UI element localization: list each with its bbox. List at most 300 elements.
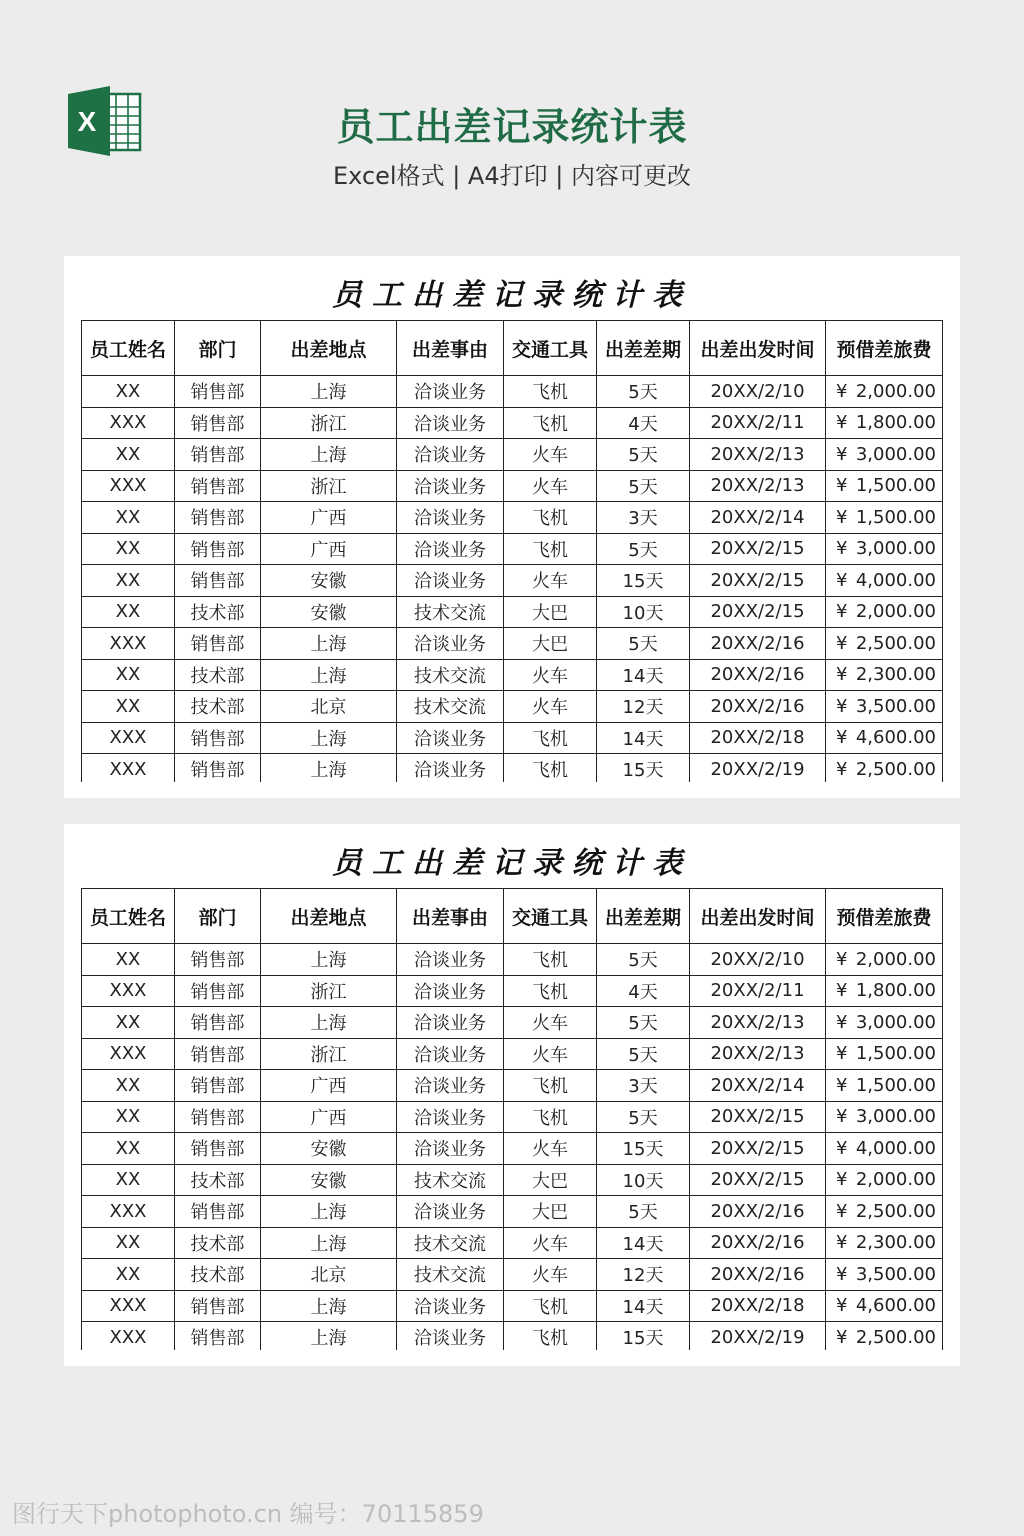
- table-cell: XX: [82, 596, 175, 628]
- table-cell: XX: [82, 1101, 175, 1133]
- table-cell: 洽谈业务: [397, 1007, 504, 1039]
- fee-cell: [826, 628, 943, 660]
- page-subtitle: Excel格式 | A4打印 | 内容可更改: [333, 162, 691, 190]
- table-cell: 北京: [261, 691, 397, 723]
- table-cell: 10天: [597, 1164, 690, 1196]
- fee-amount: 4,600.00: [855, 727, 936, 749]
- table-cell: 大巴: [504, 596, 597, 628]
- table-cell: 20XX/2/19: [690, 1322, 826, 1351]
- table-row: [82, 1070, 943, 1102]
- fee-amount: 3,000.00: [855, 1011, 936, 1033]
- column-header: 出差差期: [597, 889, 690, 944]
- column-header: 出差出发时间: [690, 321, 826, 376]
- fee-amount: 1,500.00: [855, 506, 936, 528]
- fee-amount: 1,800.00: [855, 412, 936, 434]
- sheet-preview-2: [64, 824, 960, 1366]
- table-cell: 20XX/2/13: [690, 439, 826, 471]
- fee-amount: 1,500.00: [855, 1043, 936, 1065]
- sheet-title: 员工出差记录统计表: [332, 278, 692, 313]
- fee-cell: [826, 1290, 943, 1322]
- fee-cell: [826, 565, 943, 597]
- column-header: 部门: [175, 321, 261, 376]
- currency-symbol: ¥: [836, 475, 848, 497]
- table-cell: 20XX/2/15: [690, 565, 826, 597]
- table-cell: 火车: [504, 691, 597, 723]
- currency-symbol: ¥: [836, 412, 848, 434]
- table-cell: 销售部: [175, 502, 261, 534]
- fee-cell: [826, 1007, 943, 1039]
- table-cell: 洽谈业务: [397, 565, 504, 597]
- table-cell: XXX: [82, 1196, 175, 1228]
- page-title: 员工出差记录统计表: [336, 105, 688, 149]
- table-cell: 浙江: [261, 975, 397, 1007]
- table-cell: 5天: [597, 533, 690, 565]
- currency-symbol: ¥: [836, 948, 848, 970]
- table-cell: 20XX/2/15: [690, 1101, 826, 1133]
- table-cell: XXX: [82, 1290, 175, 1322]
- table-cell: 20XX/2/19: [690, 754, 826, 783]
- table-cell: 12天: [597, 1259, 690, 1291]
- table-cell: 销售部: [175, 1070, 261, 1102]
- table-cell: 5天: [597, 470, 690, 502]
- table-cell: XXX: [82, 754, 175, 783]
- table-cell: 5天: [597, 944, 690, 976]
- column-header: 交通工具: [504, 889, 597, 944]
- table-cell: 技术部: [175, 1164, 261, 1196]
- table-cell: 5天: [597, 376, 690, 408]
- table-cell: 20XX/2/18: [690, 722, 826, 754]
- table-cell: 技术部: [175, 691, 261, 723]
- table-row: [82, 975, 943, 1007]
- column-header: 员工姓名: [82, 889, 175, 944]
- table-row: [82, 439, 943, 471]
- table-cell: 5天: [597, 439, 690, 471]
- column-header: 出差差期: [597, 321, 690, 376]
- table-cell: 14天: [597, 722, 690, 754]
- fee-amount: 3,000.00: [855, 538, 936, 560]
- table-cell: 安徽: [261, 596, 397, 628]
- fee-amount: 2,000.00: [855, 601, 936, 623]
- table-cell: 上海: [261, 439, 397, 471]
- table-cell: 飞机: [504, 1290, 597, 1322]
- table-cell: 洽谈业务: [397, 1133, 504, 1165]
- fee-cell: [826, 470, 943, 502]
- fee-cell: [826, 439, 943, 471]
- currency-symbol: ¥: [836, 695, 848, 717]
- table-cell: 3天: [597, 502, 690, 534]
- table-cell: 火车: [504, 1038, 597, 1070]
- currency-symbol: ¥: [836, 1074, 848, 1096]
- table-cell: 20XX/2/14: [690, 502, 826, 534]
- table-cell: XX: [82, 1007, 175, 1039]
- fee-cell: [826, 722, 943, 754]
- table-cell: 洽谈业务: [397, 944, 504, 976]
- column-header: 出差出发时间: [690, 889, 826, 944]
- currency-symbol: ¥: [836, 443, 848, 465]
- table-row: [82, 659, 943, 691]
- table-cell: 14天: [597, 659, 690, 691]
- table-cell: 10天: [597, 596, 690, 628]
- table-cell: 上海: [261, 1196, 397, 1228]
- table-cell: 安徽: [261, 1164, 397, 1196]
- table-cell: 上海: [261, 659, 397, 691]
- table-cell: 20XX/2/16: [690, 659, 826, 691]
- table-cell: 销售部: [175, 1133, 261, 1165]
- currency-symbol: ¥: [836, 1043, 848, 1065]
- table-row: [82, 1196, 943, 1228]
- table-cell: 20XX/2/10: [690, 944, 826, 976]
- sheet-title: 员工出差记录统计表: [332, 846, 692, 881]
- fee-amount: 1,800.00: [855, 980, 936, 1002]
- table-cell: 上海: [261, 376, 397, 408]
- table-cell: 广西: [261, 1101, 397, 1133]
- table-row: [82, 1164, 943, 1196]
- table-cell: 5天: [597, 1196, 690, 1228]
- table-cell: 大巴: [504, 628, 597, 660]
- travel-record-table: [81, 888, 943, 1350]
- currency-symbol: ¥: [836, 1295, 848, 1317]
- table-cell: 洽谈业务: [397, 376, 504, 408]
- table-cell: 销售部: [175, 1322, 261, 1351]
- table-cell: 20XX/2/15: [690, 596, 826, 628]
- fee-cell: [826, 1101, 943, 1133]
- table-cell: 销售部: [175, 470, 261, 502]
- excel-logo-letter: X: [77, 106, 97, 137]
- table-cell: XX: [82, 376, 175, 408]
- table-cell: 浙江: [261, 470, 397, 502]
- fee-amount: 2,000.00: [855, 948, 936, 970]
- table-row: [82, 1133, 943, 1165]
- table-cell: 大巴: [504, 1164, 597, 1196]
- fee-amount: 1,500.00: [855, 1074, 936, 1096]
- table-cell: 20XX/2/15: [690, 533, 826, 565]
- table-cell: 洽谈业务: [397, 1070, 504, 1102]
- fee-amount: 3,000.00: [855, 443, 936, 465]
- fee-amount: 1,500.00: [855, 475, 936, 497]
- currency-symbol: ¥: [836, 601, 848, 623]
- fee-amount: 2,500.00: [855, 758, 936, 780]
- table-cell: 火车: [504, 1227, 597, 1259]
- table-cell: 销售部: [175, 975, 261, 1007]
- table-cell: 飞机: [504, 376, 597, 408]
- currency-symbol: ¥: [836, 980, 848, 1002]
- table-cell: XX: [82, 533, 175, 565]
- table-cell: 洽谈业务: [397, 407, 504, 439]
- table-cell: 15天: [597, 754, 690, 783]
- fee-cell: [826, 659, 943, 691]
- table-cell: 销售部: [175, 533, 261, 565]
- table-cell: 20XX/2/13: [690, 470, 826, 502]
- fee-cell: [826, 1227, 943, 1259]
- fee-cell: [826, 1322, 943, 1351]
- table-cell: 浙江: [261, 1038, 397, 1070]
- table-row: [82, 1259, 943, 1291]
- table-cell: 洽谈业务: [397, 722, 504, 754]
- table-cell: 20XX/2/10: [690, 376, 826, 408]
- fee-amount: 3,000.00: [855, 1106, 936, 1128]
- table-cell: 飞机: [504, 407, 597, 439]
- table-cell: 飞机: [504, 754, 597, 783]
- table-row: [82, 565, 943, 597]
- table-cell: 火车: [504, 439, 597, 471]
- table-cell: 销售部: [175, 1290, 261, 1322]
- table-cell: 20XX/2/14: [690, 1070, 826, 1102]
- column-header: 预借差旅费: [826, 321, 943, 376]
- table-cell: 20XX/2/15: [690, 1133, 826, 1165]
- currency-symbol: ¥: [836, 1263, 848, 1285]
- fee-amount: 2,500.00: [855, 1200, 936, 1222]
- table-cell: 技术部: [175, 596, 261, 628]
- column-header: 员工姓名: [82, 321, 175, 376]
- currency-symbol: ¥: [836, 1169, 848, 1191]
- fee-cell: [826, 754, 943, 783]
- table-cell: 20XX/2/16: [690, 628, 826, 660]
- fee-amount: 2,500.00: [855, 1326, 936, 1348]
- fee-amount: 4,000.00: [855, 1137, 936, 1159]
- table-row: [82, 1227, 943, 1259]
- table-cell: 销售部: [175, 1007, 261, 1039]
- table-cell: 技术部: [175, 659, 261, 691]
- table-cell: 15天: [597, 565, 690, 597]
- fee-amount: 2,000.00: [855, 380, 936, 402]
- table-cell: 广西: [261, 502, 397, 534]
- table-row: [82, 1007, 943, 1039]
- table-cell: 洽谈业务: [397, 1196, 504, 1228]
- fee-cell: [826, 1038, 943, 1070]
- fee-cell: [826, 1164, 943, 1196]
- table-cell: 技术交流: [397, 659, 504, 691]
- fee-amount: 2,500.00: [855, 632, 936, 654]
- table-cell: 火车: [504, 1133, 597, 1165]
- table-row: [82, 470, 943, 502]
- table-row: [82, 533, 943, 565]
- table-cell: 5天: [597, 1007, 690, 1039]
- table-cell: XXX: [82, 470, 175, 502]
- table-cell: XXX: [82, 407, 175, 439]
- table-cell: 洽谈业务: [397, 533, 504, 565]
- table-row: [82, 944, 943, 976]
- column-header: 预借差旅费: [826, 889, 943, 944]
- table-cell: 飞机: [504, 502, 597, 534]
- table-cell: 20XX/2/16: [690, 1259, 826, 1291]
- table-cell: XX: [82, 1070, 175, 1102]
- table-cell: 销售部: [175, 1038, 261, 1070]
- currency-symbol: ¥: [836, 1137, 848, 1159]
- table-cell: XX: [82, 1164, 175, 1196]
- table-cell: 5天: [597, 1101, 690, 1133]
- table-cell: 技术交流: [397, 596, 504, 628]
- table-cell: 20XX/2/15: [690, 1164, 826, 1196]
- table-row: [82, 628, 943, 660]
- table-cell: 4天: [597, 975, 690, 1007]
- table-cell: 上海: [261, 1290, 397, 1322]
- table-cell: XX: [82, 1133, 175, 1165]
- table-cell: 洽谈业务: [397, 470, 504, 502]
- fee-amount: 3,500.00: [855, 695, 936, 717]
- table-header-row: [82, 321, 943, 376]
- table-row: [82, 502, 943, 534]
- table-cell: 销售部: [175, 439, 261, 471]
- currency-symbol: ¥: [836, 1200, 848, 1222]
- table-cell: 技术交流: [397, 691, 504, 723]
- column-header: 出差地点: [261, 889, 397, 944]
- table-cell: XXX: [82, 628, 175, 660]
- table-cell: 飞机: [504, 944, 597, 976]
- table-cell: 4天: [597, 407, 690, 439]
- table-cell: XX: [82, 565, 175, 597]
- table-cell: 洽谈业务: [397, 1290, 504, 1322]
- fee-cell: [826, 502, 943, 534]
- fee-amount: 3,500.00: [855, 1263, 936, 1285]
- table-cell: 技术部: [175, 1227, 261, 1259]
- table-cell: 上海: [261, 1007, 397, 1039]
- table-cell: XX: [82, 944, 175, 976]
- sheet-preview-1: [64, 256, 960, 798]
- table-cell: 洽谈业务: [397, 628, 504, 660]
- table-row: [82, 1101, 943, 1133]
- currency-symbol: ¥: [836, 1011, 848, 1033]
- column-header: 出差地点: [261, 321, 397, 376]
- fee-amount: 2,300.00: [855, 664, 936, 686]
- table-cell: XX: [82, 1227, 175, 1259]
- fee-cell: [826, 691, 943, 723]
- table-cell: 飞机: [504, 1070, 597, 1102]
- table-cell: 北京: [261, 1259, 397, 1291]
- table-cell: 洽谈业务: [397, 975, 504, 1007]
- fee-cell: [826, 975, 943, 1007]
- table-cell: 5天: [597, 628, 690, 660]
- table-row: [82, 407, 943, 439]
- table-cell: 上海: [261, 628, 397, 660]
- table-cell: 销售部: [175, 628, 261, 660]
- currency-symbol: ¥: [836, 1326, 848, 1348]
- table-cell: XXX: [82, 1322, 175, 1351]
- table-cell: 上海: [261, 1227, 397, 1259]
- table-cell: XXX: [82, 1038, 175, 1070]
- table-cell: 火车: [504, 1259, 597, 1291]
- table-cell: 飞机: [504, 1101, 597, 1133]
- fee-amount: 4,600.00: [855, 1295, 936, 1317]
- table-cell: 洽谈业务: [397, 1322, 504, 1351]
- table-cell: 20XX/2/16: [690, 1227, 826, 1259]
- table-cell: 15天: [597, 1133, 690, 1165]
- table-cell: 洽谈业务: [397, 439, 504, 471]
- travel-record-table: [81, 320, 943, 782]
- table-cell: 洽谈业务: [397, 754, 504, 783]
- currency-symbol: ¥: [836, 664, 848, 686]
- table-cell: 火车: [504, 659, 597, 691]
- fee-cell: [826, 1070, 943, 1102]
- table-cell: XX: [82, 502, 175, 534]
- table-cell: 销售部: [175, 754, 261, 783]
- table-cell: 20XX/2/13: [690, 1007, 826, 1039]
- column-header: 出差事由: [397, 321, 504, 376]
- table-cell: 火车: [504, 1007, 597, 1039]
- table-cell: 飞机: [504, 533, 597, 565]
- table-cell: 广西: [261, 533, 397, 565]
- table-header-row: [82, 889, 943, 944]
- table-cell: 飞机: [504, 975, 597, 1007]
- table-row: [82, 691, 943, 723]
- table-cell: 上海: [261, 754, 397, 783]
- table-cell: 安徽: [261, 1133, 397, 1165]
- table-cell: 技术部: [175, 1259, 261, 1291]
- table-cell: 销售部: [175, 565, 261, 597]
- table-row: [82, 722, 943, 754]
- column-header: 部门: [175, 889, 261, 944]
- table-row: [82, 376, 943, 408]
- table-cell: XX: [82, 439, 175, 471]
- table-cell: 20XX/2/18: [690, 1290, 826, 1322]
- table-cell: XX: [82, 1259, 175, 1291]
- table-cell: 洽谈业务: [397, 1101, 504, 1133]
- fee-cell: [826, 596, 943, 628]
- table-cell: 洽谈业务: [397, 502, 504, 534]
- table-cell: 14天: [597, 1290, 690, 1322]
- currency-symbol: ¥: [836, 758, 848, 780]
- fee-cell: [826, 1259, 943, 1291]
- table-cell: 大巴: [504, 1196, 597, 1228]
- table-cell: 15天: [597, 1322, 690, 1351]
- table-row: [82, 754, 943, 783]
- fee-cell: [826, 944, 943, 976]
- table-cell: 技术交流: [397, 1227, 504, 1259]
- table-cell: 上海: [261, 722, 397, 754]
- table-cell: 技术交流: [397, 1164, 504, 1196]
- column-header: 交通工具: [504, 321, 597, 376]
- table-cell: 技术交流: [397, 1259, 504, 1291]
- table-cell: 销售部: [175, 376, 261, 408]
- table-cell: 20XX/2/13: [690, 1038, 826, 1070]
- table-cell: XX: [82, 691, 175, 723]
- table-cell: 销售部: [175, 407, 261, 439]
- currency-symbol: ¥: [836, 1106, 848, 1128]
- table-cell: 安徽: [261, 565, 397, 597]
- table-cell: 洽谈业务: [397, 1038, 504, 1070]
- fee-cell: [826, 1196, 943, 1228]
- table-cell: 5天: [597, 1038, 690, 1070]
- currency-symbol: ¥: [836, 380, 848, 402]
- table-cell: XXX: [82, 722, 175, 754]
- table-cell: 广西: [261, 1070, 397, 1102]
- table-cell: 火车: [504, 565, 597, 597]
- table-cell: 销售部: [175, 722, 261, 754]
- fee-cell: [826, 533, 943, 565]
- table-cell: 20XX/2/16: [690, 691, 826, 723]
- table-cell: 20XX/2/16: [690, 1196, 826, 1228]
- table-cell: 上海: [261, 944, 397, 976]
- table-cell: 12天: [597, 691, 690, 723]
- table-cell: 飞机: [504, 722, 597, 754]
- table-cell: 20XX/2/11: [690, 407, 826, 439]
- table-row: [82, 596, 943, 628]
- table-cell: 浙江: [261, 407, 397, 439]
- table-cell: 销售部: [175, 1196, 261, 1228]
- table-cell: 3天: [597, 1070, 690, 1102]
- currency-symbol: ¥: [836, 538, 848, 560]
- currency-symbol: ¥: [836, 569, 848, 591]
- fee-amount: 4,000.00: [855, 569, 936, 591]
- table-cell: 飞机: [504, 1322, 597, 1351]
- currency-symbol: ¥: [836, 506, 848, 528]
- currency-symbol: ¥: [836, 1232, 848, 1254]
- fee-cell: [826, 407, 943, 439]
- currency-symbol: ¥: [836, 727, 848, 749]
- fee-amount: 2,300.00: [855, 1232, 936, 1254]
- table-cell: XX: [82, 659, 175, 691]
- table-cell: 火车: [504, 470, 597, 502]
- currency-symbol: ¥: [836, 632, 848, 654]
